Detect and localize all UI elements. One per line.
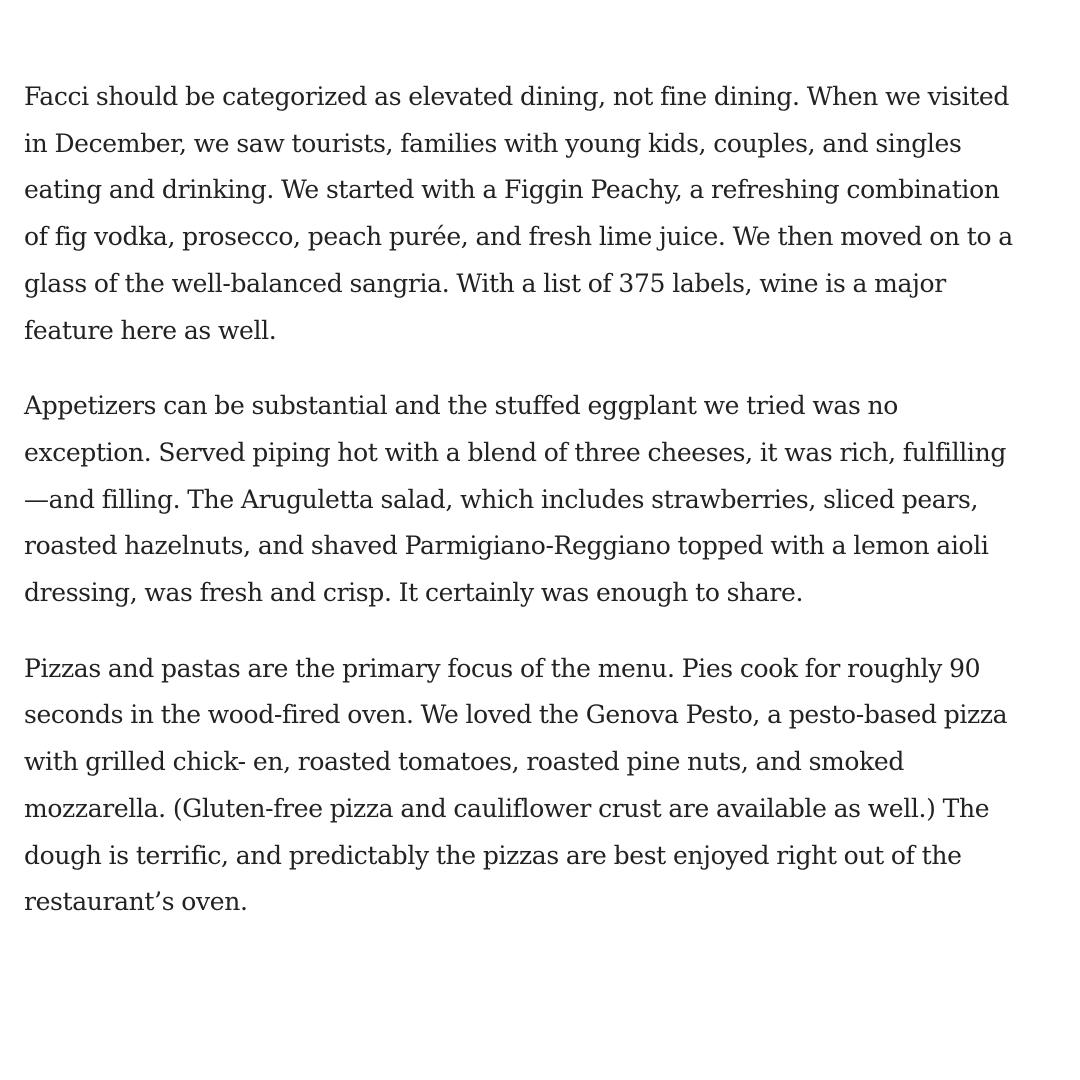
paragraph-dining-drinks: Facci should be categorized as elevated dining, not fine dining. When we visited in December, we saw tourists, families with young kids, couples, and singles eating and drinking. We started with a Figgin Peachy, a refreshing combination of fig vodka, prosecco, peach purée, and fresh lime juice. We then moved on to a glass of the well-balanced sangria. With a list of 375 labels, wine is a major feature here as well. [24, 82, 1013, 345]
paragraph-appetizers: Appetizers can be substantial and the stuffed eggplant we tried was no exception. Served piping hot with a blend of three cheeses, it was rich, fulfilling—and filling. The Aruguletta salad, which includes strawberries, sliced pears, roasted hazelnuts, and shaved Parmigiano-Reggiano topped with a lemon aioli dressing, was fresh and crisp. It certainly was enough to share. [24, 391, 1006, 608]
article-body [24, 74, 1024, 955]
paragraph-pizzas-pastas: Pizzas and pastas are the primary focus of the menu. Pies cook for roughly 90 seconds in the wood-fired oven. We loved the Genova Pesto, a pesto-based pizza with grilled chick- en, roasted tomatoes, roasted pine nuts, and smoked mozzarella. (Gluten-free pizza and cauliflower crust are available as well.) The dough is terrific, and predictably the pizzas are best enjoyed right out of the restaurant’s oven. [24, 653, 1008, 917]
